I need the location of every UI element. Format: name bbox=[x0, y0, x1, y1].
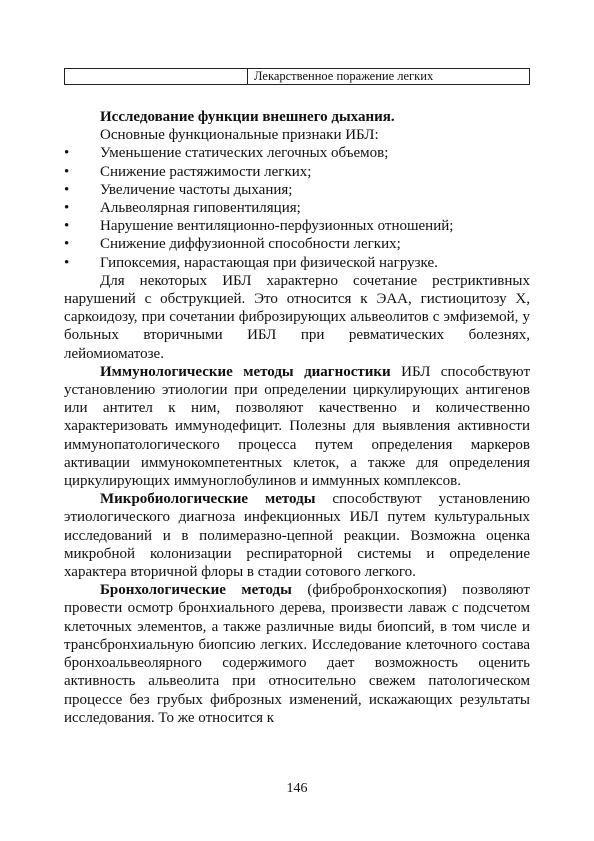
bullet-icon: • bbox=[64, 181, 70, 198]
list-item-text: Снижение диффузионной способности легких; bbox=[100, 236, 401, 253]
paragraph-microbiological-lead: Микробиологические методы bbox=[100, 491, 316, 508]
list-item-text: Увеличение частоты дыхания; bbox=[100, 181, 293, 198]
list-item-text: Снижение растяжимости легких; bbox=[100, 163, 312, 180]
bullet-icon: • bbox=[64, 218, 70, 235]
list-item bbox=[64, 254, 530, 272]
list-item bbox=[64, 144, 530, 162]
paragraph-bronchological-text: (фибробронхоскопия) позволяют провести осмотр бронхиального дерева, произвести лаваж с подсчетом клеточных элементов, а также различные виды биопсий, в том числе и трансбронхиальную биопсию легких. Исследование клеточного состава бронхоальвеолярного содержимого дает возможность оценить активность альвеолита при относительно свежем патологическом процессе без грубых фиброзных изменений, искажающих результаты исследования. То же относится к bbox=[64, 582, 530, 726]
list-item bbox=[64, 181, 530, 199]
section-heading: Исследование функции внешнего дыхания. bbox=[100, 109, 395, 125]
bullet-icon: • bbox=[64, 145, 70, 162]
function-signs-list bbox=[64, 144, 530, 271]
list-item bbox=[64, 163, 530, 181]
list-item-text: Нарушение вентиляционно-перфузионных отношений; bbox=[100, 218, 454, 235]
list-item bbox=[64, 217, 530, 235]
paragraph-microbiological-text: способствуют установлению этиологического диагноза инфекционных ИБЛ путем культуральных исследований и в полимеразно-цепной реакции. Возможна оценка микробной колонизации респираторной системы и определение характера вторичной флоры в стадии сотового легкого. bbox=[64, 491, 530, 581]
page-number: 146 bbox=[286, 781, 308, 796]
paragraph-bronchological-lead: Бронхологические методы bbox=[100, 582, 292, 599]
header-empty-cell bbox=[65, 69, 248, 84]
paragraph-microbiological bbox=[64, 490, 530, 581]
paragraph-immunological-text: ИБЛ способствуют установлению этиологии при определении циркулирующих антигенов или антител к ним, позволяют качественно и количественно характеризовать иммунодефицит. Полезны для выявления активности иммунопатологического процесса путем определения маркеров активации иммунокомпетентных клеток, а также для определения циркулирующих иммуноглобулинов и иммунных комплексов. bbox=[64, 363, 530, 490]
bullet-icon: • bbox=[64, 254, 70, 271]
list-item bbox=[64, 235, 530, 253]
bullet-icon: • bbox=[64, 163, 70, 180]
paragraph-restrictive: Для некоторых ИБЛ характерно сочетание рестриктивных нарушений с обструкцией. Это относится к ЭАА, гистиоцитозу Х, саркоидозу, при сочетании фиброзирующих альвеолитов с эмфиземой, у больных вторичными ИБЛ при ревматических болезнях, лейомиоматозе. bbox=[64, 272, 530, 362]
page-body bbox=[64, 108, 530, 727]
list-item bbox=[64, 199, 530, 217]
list-item-text: Гипоксемия, нарастающая при физической нагрузке. bbox=[100, 254, 438, 271]
section-intro: Основные функциональные признаки ИБЛ: bbox=[100, 127, 379, 144]
list-item-text: Уменьшение статических легочных объемов; bbox=[100, 145, 389, 162]
running-header bbox=[64, 68, 530, 85]
bullet-icon: • bbox=[64, 236, 70, 253]
running-title: Лекарственное поражение легких bbox=[254, 69, 434, 83]
paragraph-immunological-lead: Иммунологические методы диагностики bbox=[100, 363, 391, 380]
bullet-icon: • bbox=[64, 200, 70, 217]
paragraph-immunological bbox=[64, 363, 530, 490]
list-item-text: Альвеолярная гиповентиляция; bbox=[100, 200, 301, 217]
paragraph-bronchological bbox=[64, 581, 530, 727]
